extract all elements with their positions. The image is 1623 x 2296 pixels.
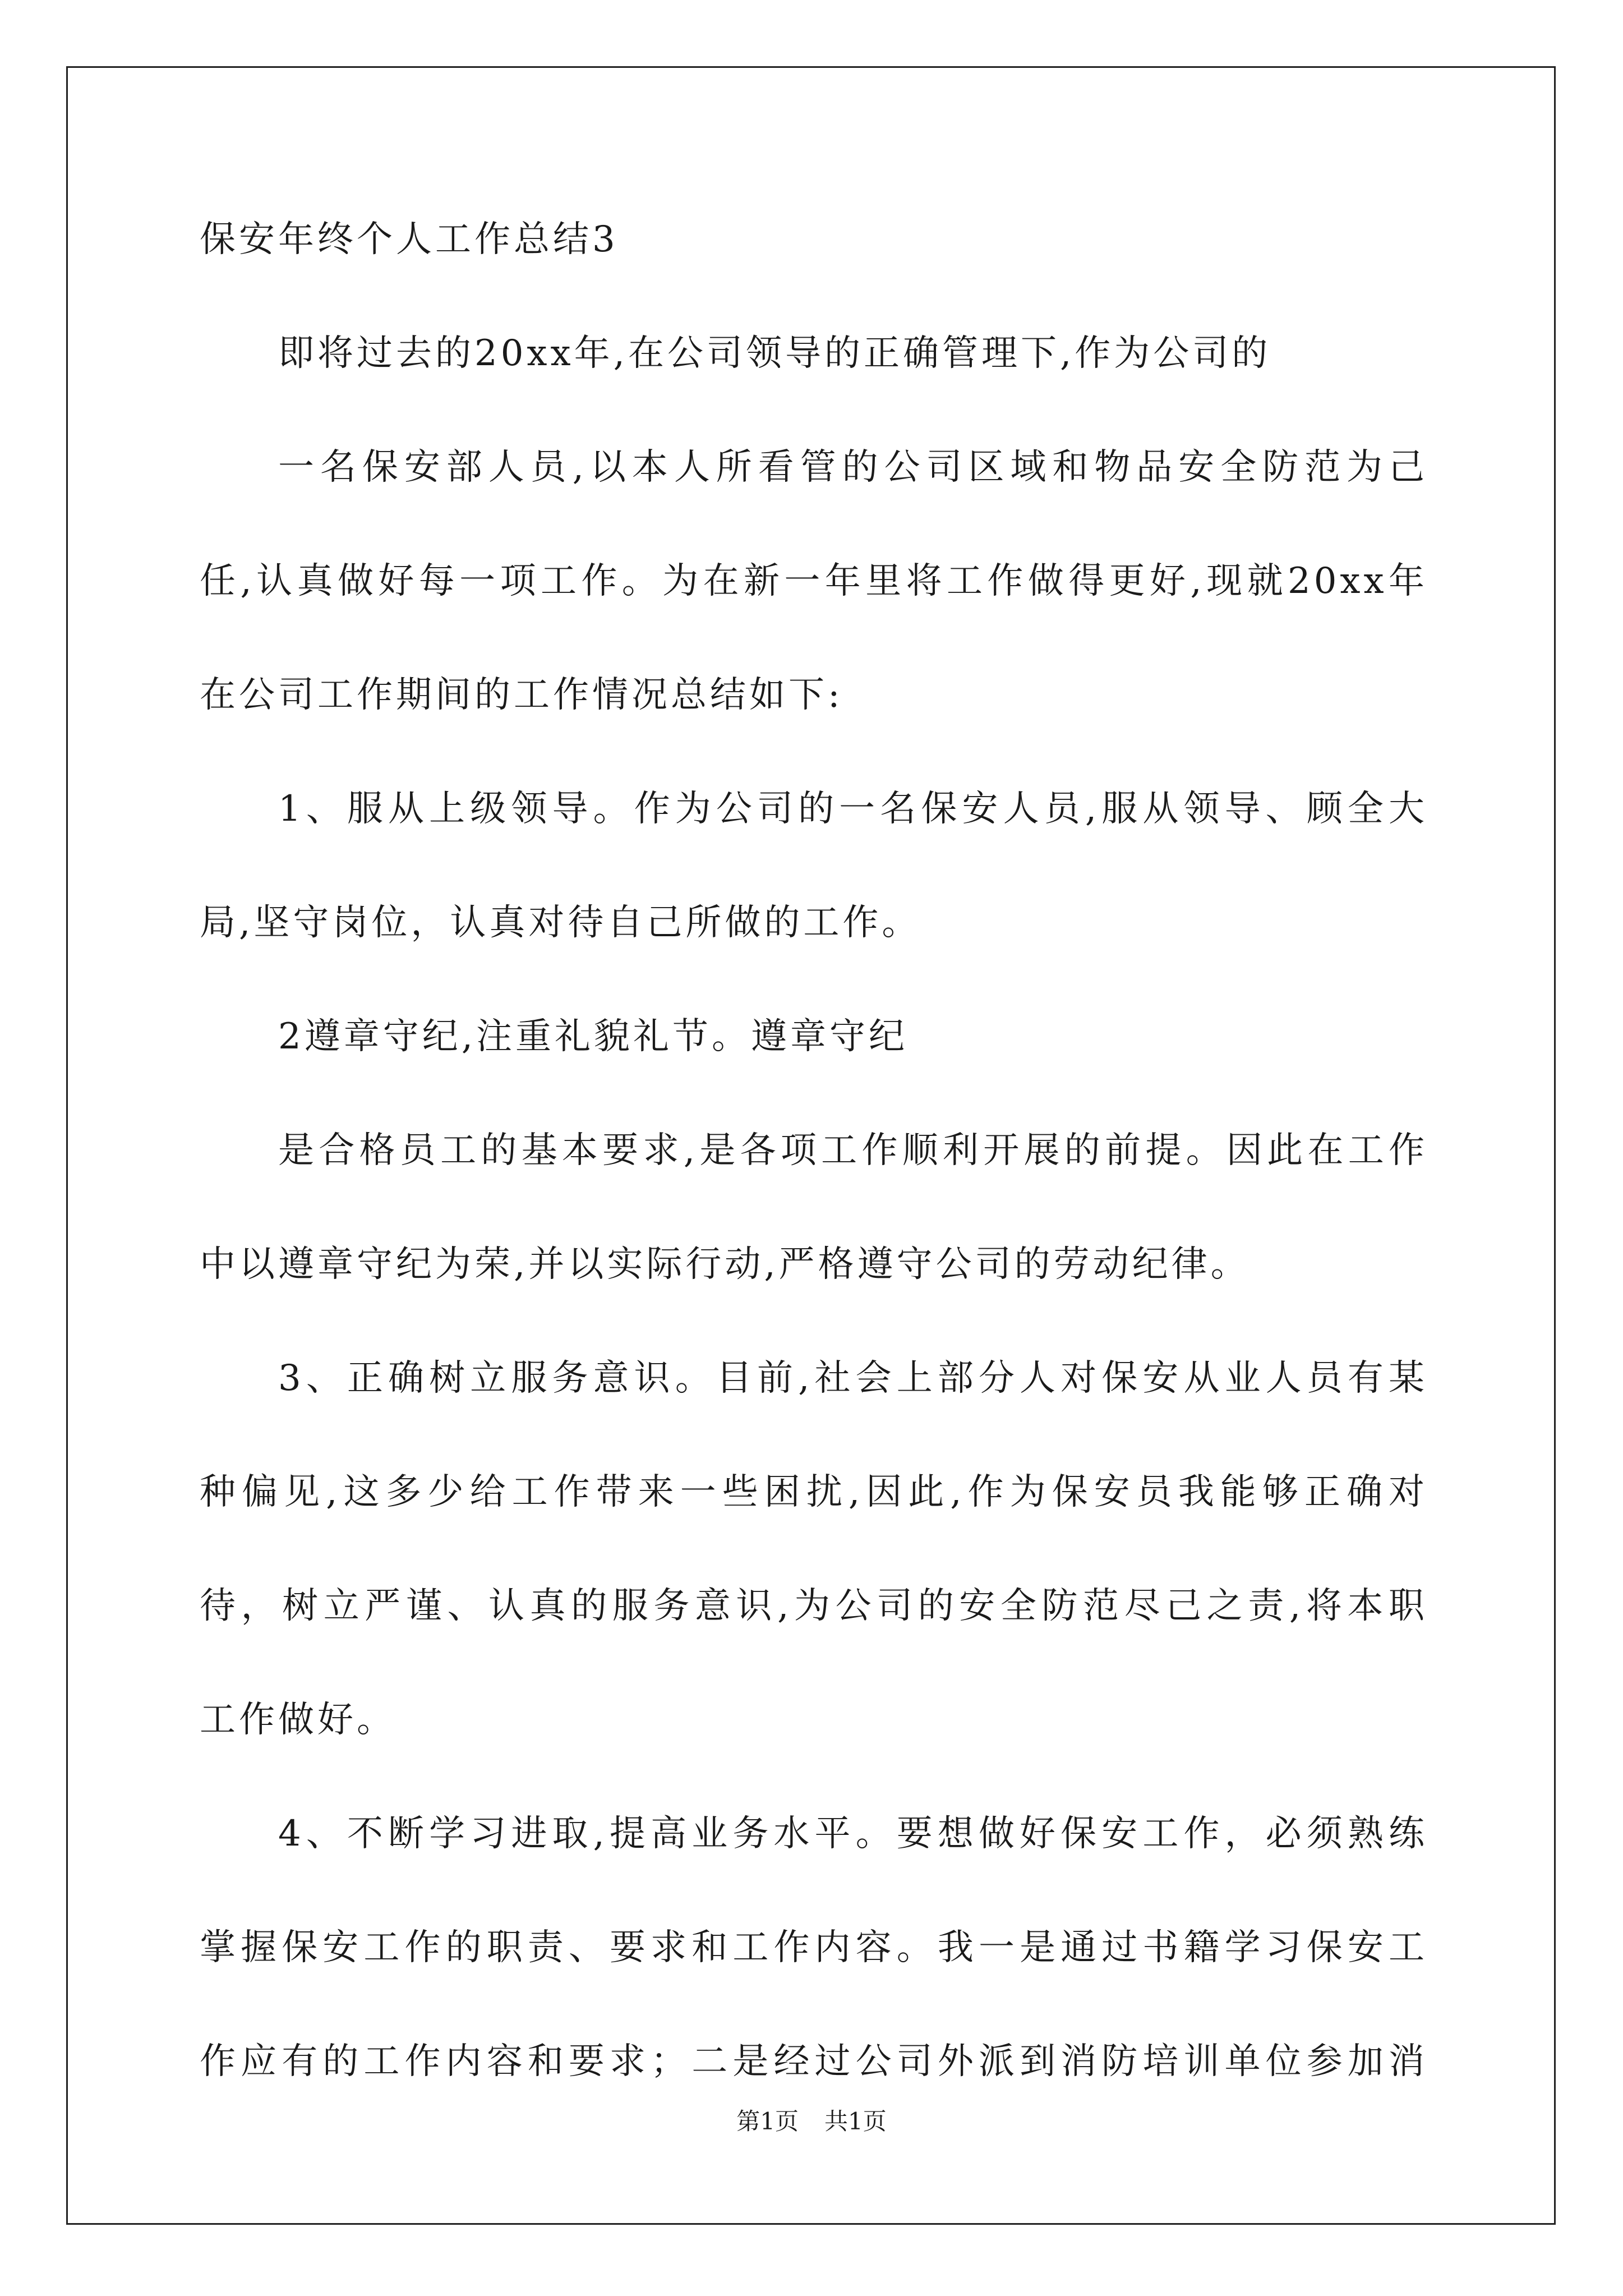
- page-footer: [0, 2105, 1623, 2138]
- paragraph-line: 3、正确树立服务意识。目前,社会上部分人对保安从业人员有某: [278, 1358, 1428, 1399]
- paragraph-line: 任,认真做好每一项工作。为在新一年里将工作做得更好,现就20xx年: [200, 560, 1428, 602]
- document-title: 保安年终个人工作总结3: [200, 219, 619, 260]
- paragraph-line: 一名保安部人员,以本人所看管的公司区域和物品安全防范为己: [278, 447, 1428, 488]
- paragraph-line: 种偏见,这多少给工作带来一些困扰,因此,作为保安员我能够正确对: [200, 1471, 1428, 1513]
- paragraph-line: 待，树立严谨、认真的服务意识,为公司的安全防范尽己之责,将本职: [200, 1585, 1428, 1627]
- paragraph-line: 中以遵章守纪为荣,并以实际行动,严格遵守公司的劳动纪律。: [200, 1244, 1250, 1285]
- paragraph-line: 局,坚守岗位，认真对待自己所做的工作。: [200, 902, 921, 944]
- paragraph-line: 是合格员工的基本要求,是各项工作顺利开展的前提。因此在工作: [278, 1130, 1428, 1171]
- paragraph-line: 即将过去的20xx年,在公司领导的正确管理下,作为公司的: [278, 333, 1271, 374]
- page-number-total: 共1页: [824, 2108, 887, 2135]
- paragraph-line: 掌握保安工作的职责、要求和工作内容。我一是通过书籍学习保安工: [200, 1927, 1428, 1968]
- paragraph-line: 作应有的工作内容和要求；二是经过公司外派到消防培训单位参加消: [200, 2041, 1428, 2082]
- paragraph-line: 4、不断学习进取,提高业务水平。要想做好保安工作，必须熟练: [278, 1813, 1428, 1855]
- paragraph-line: 2遵章守纪,注重礼貌礼节。遵章守纪: [278, 1016, 909, 1057]
- paragraph-line: 在公司工作期间的工作情况总结如下:: [200, 674, 843, 716]
- paragraph-line: 1、服从上级领导。作为公司的一名保安人员,服从领导、顾全大: [278, 788, 1428, 830]
- paragraph-line: 工作做好。: [200, 1699, 396, 1741]
- page-number-current: 第1页: [736, 2108, 799, 2135]
